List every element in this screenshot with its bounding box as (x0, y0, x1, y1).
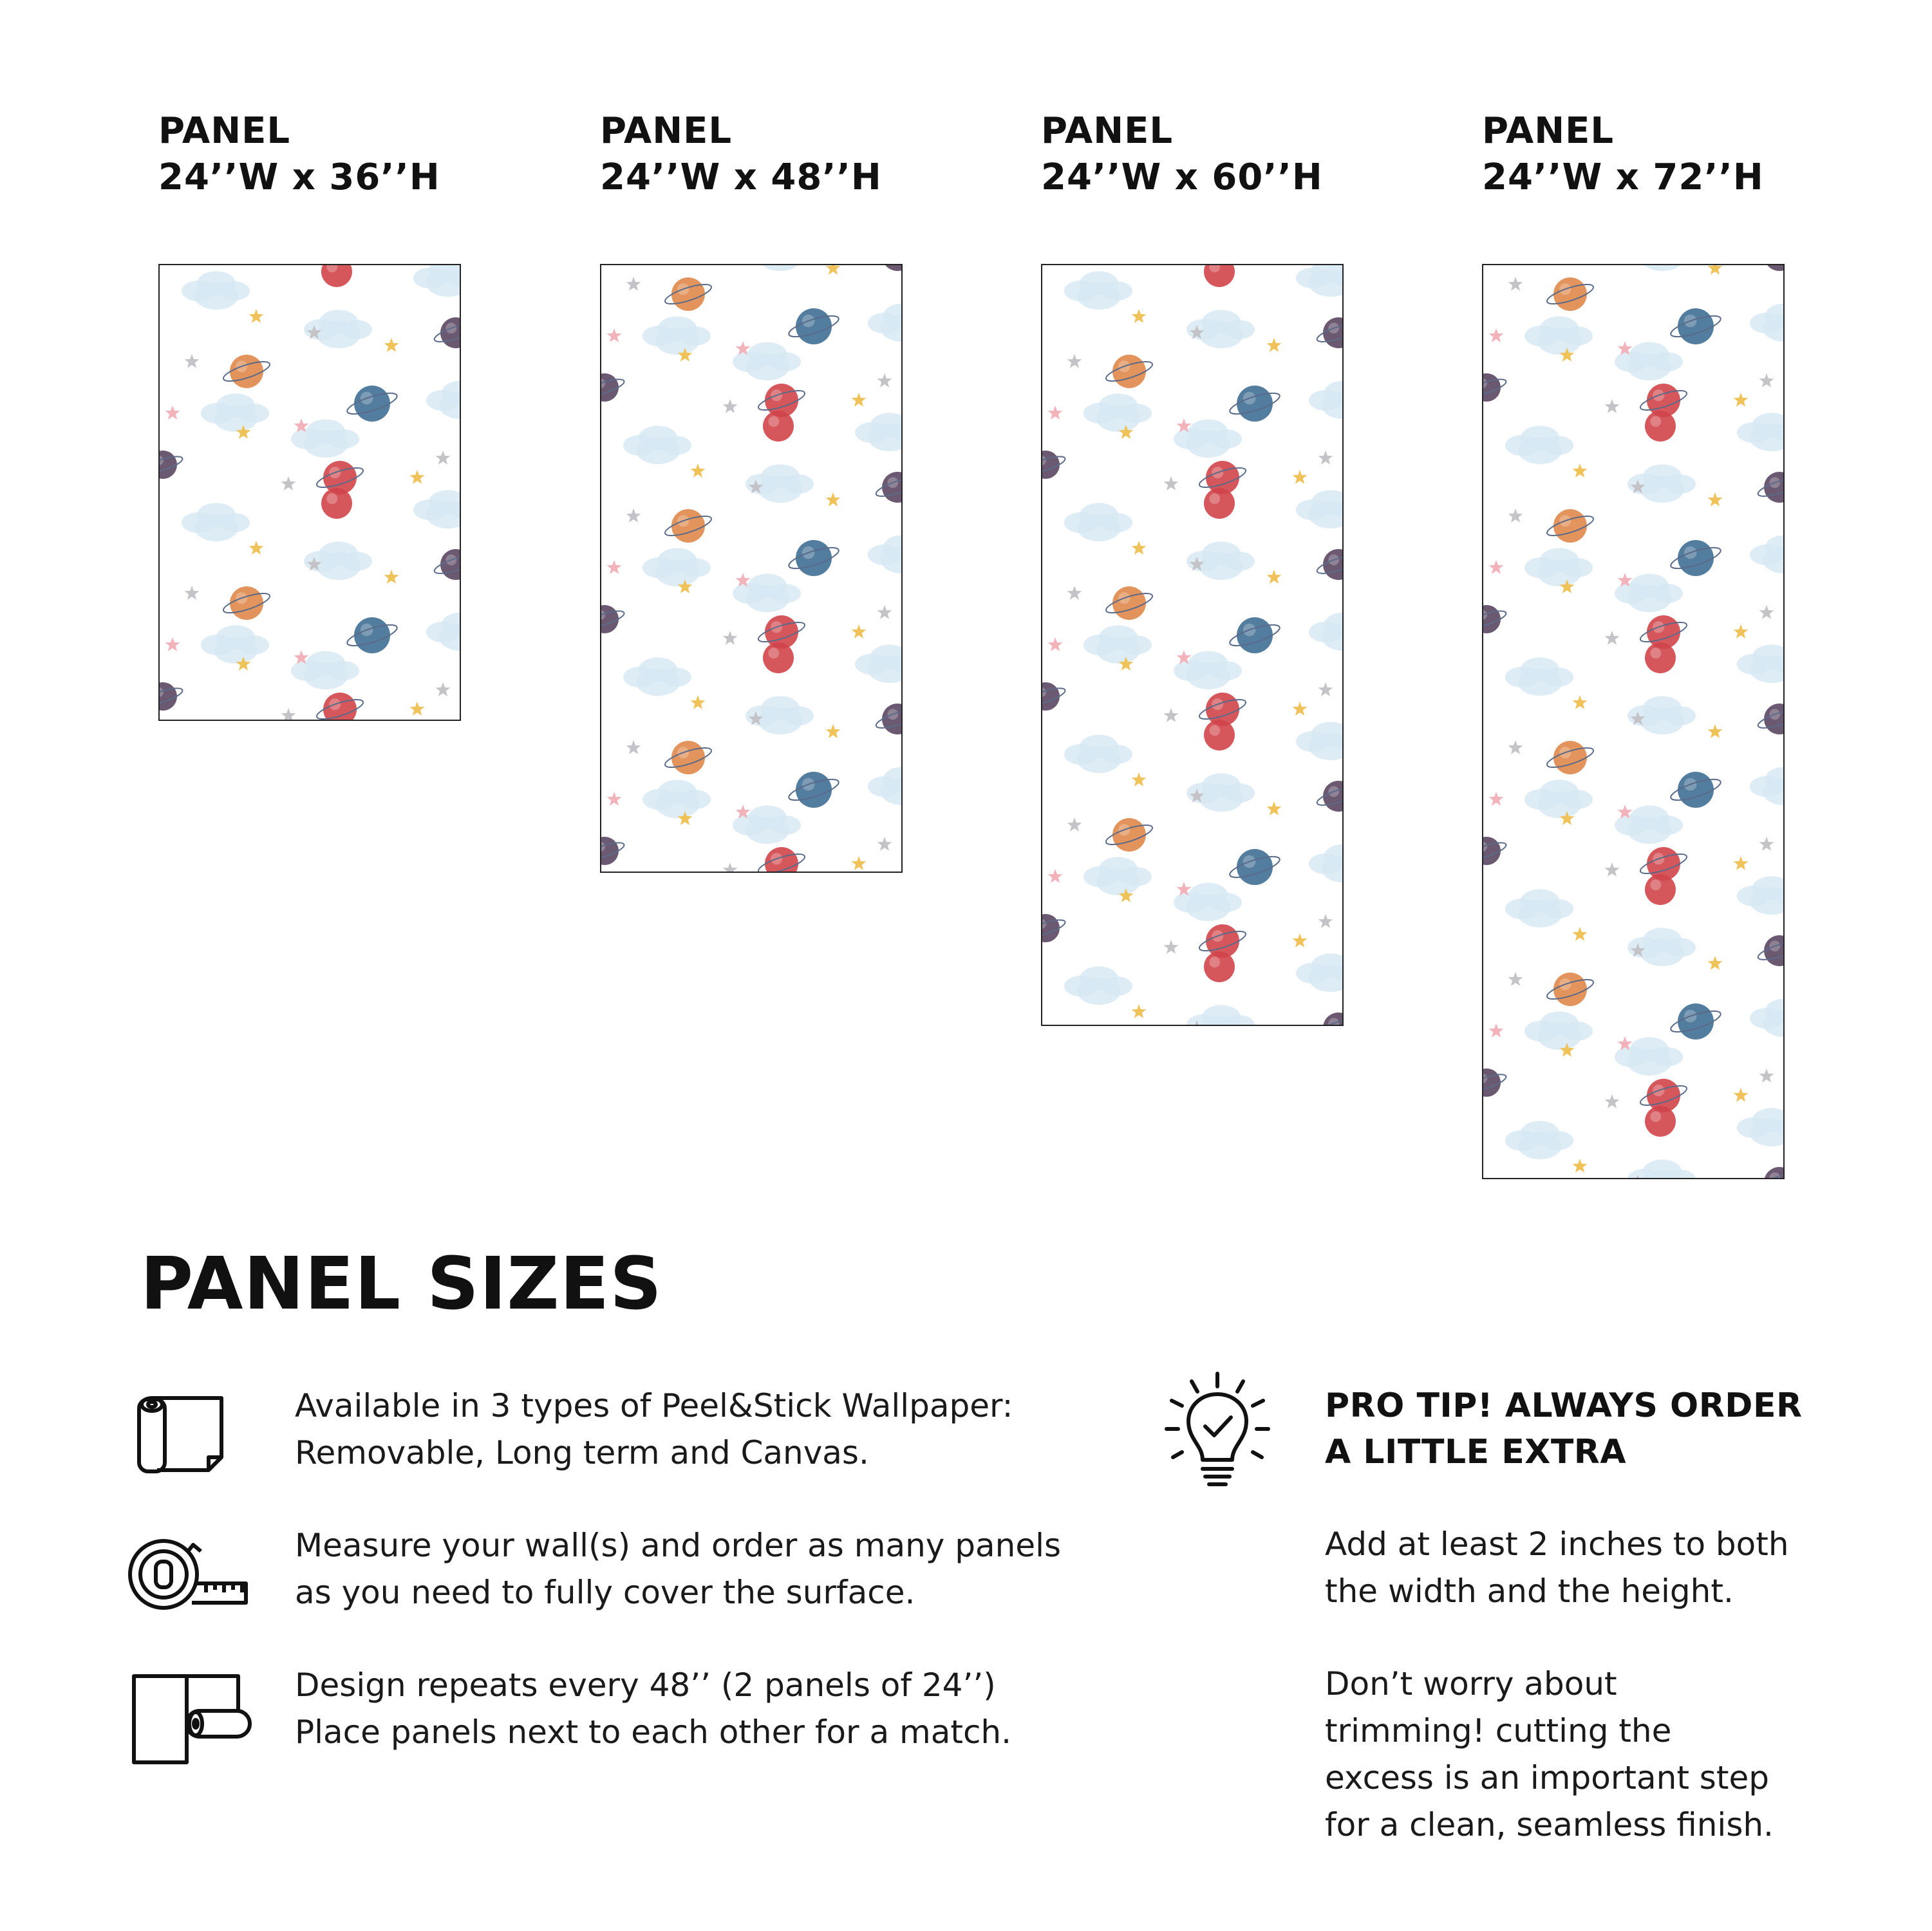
panel-label-60 (1041, 108, 1402, 201)
planet-decoration (1228, 617, 1282, 653)
star-decoration (1267, 338, 1282, 352)
planet-decoration (433, 549, 460, 580)
cloud-decoration (201, 625, 269, 664)
star-decoration (1132, 309, 1147, 323)
cloud-decoration (1524, 316, 1593, 355)
star-decoration (436, 682, 451, 696)
star-decoration (185, 586, 200, 600)
star-decoration (723, 399, 738, 413)
cloud-decoration (1296, 953, 1342, 992)
cloud-decoration (868, 767, 901, 805)
star-decoration (723, 631, 738, 645)
star-decoration (249, 309, 264, 323)
planet-decoration (874, 265, 901, 271)
star-decoration (1759, 373, 1774, 387)
planet-decoration (1756, 265, 1783, 271)
star-decoration (1759, 1068, 1774, 1083)
wallpaper-roll-icon (134, 1389, 230, 1482)
planet-decoration (1042, 682, 1067, 711)
feature-line: Available in 3 types of Peel&Stick Wallpaper: (295, 1387, 1013, 1424)
star-decoration (1067, 354, 1082, 368)
star-decoration (1048, 406, 1063, 420)
panel-label-size: 24’’W x 72’’H (1482, 156, 1764, 198)
panel-label-title: PANEL (600, 110, 733, 152)
star-decoration (1267, 801, 1282, 816)
star-decoration (1048, 869, 1063, 883)
planet-decoration (663, 741, 713, 774)
planet-decoration (1204, 488, 1235, 519)
planet-decoration (1315, 549, 1342, 580)
feature-line: Place panels next to each other for a match. (295, 1713, 1012, 1751)
cloud-decoration (1737, 1108, 1783, 1146)
wallpaper-pattern (601, 265, 901, 872)
planet-decoration (601, 605, 626, 633)
cloud-decoration (868, 535, 901, 574)
star-decoration (1267, 570, 1282, 584)
star-decoration (1734, 856, 1749, 870)
star-decoration (185, 354, 200, 368)
cloud-decoration (413, 490, 460, 528)
pro-tip-line: the width and the height. (1325, 1572, 1734, 1610)
cloud-decoration (1505, 889, 1573, 928)
planet-decoration (345, 386, 399, 422)
cloud-decoration (1505, 657, 1573, 696)
planet-decoration (160, 682, 184, 711)
planet-decoration (1756, 935, 1783, 966)
planet-decoration (1545, 277, 1595, 311)
planet-decoration (1645, 1106, 1676, 1137)
pro-tip-trimming-text (1325, 1661, 1891, 1849)
cloud-decoration (1750, 767, 1783, 805)
cloud-decoration (1296, 722, 1342, 760)
star-decoration (723, 863, 738, 872)
planet-decoration (1315, 317, 1342, 348)
star-decoration (1132, 1004, 1147, 1018)
planet-decoration (1104, 818, 1154, 852)
cloud-decoration (1524, 548, 1593, 586)
pro-tip-heading-line: A LITTLE EXTRA (1325, 1433, 1627, 1471)
panel-preview-72 (1482, 264, 1785, 1179)
cloud-decoration (1064, 734, 1132, 773)
wallpaper-pattern (1483, 265, 1783, 1178)
star-decoration (1759, 837, 1774, 851)
star-decoration (1734, 624, 1749, 639)
star-decoration (1573, 927, 1588, 941)
star-decoration (691, 463, 706, 478)
wallpaper-pattern (1042, 265, 1342, 1025)
star-decoration (1759, 605, 1774, 619)
planet-decoration (663, 277, 713, 311)
planet-decoration (756, 847, 807, 872)
planet-decoration (1545, 741, 1595, 774)
panel-label-size: 24’’W x 36’’H (158, 156, 440, 198)
panel-preview-60 (1041, 264, 1344, 1026)
cloud-decoration (1524, 779, 1593, 818)
cloud-decoration (623, 425, 691, 464)
star-decoration (1573, 463, 1588, 478)
cloud-decoration (1083, 857, 1152, 895)
planet-decoration (1645, 874, 1676, 905)
star-decoration (1734, 1088, 1749, 1102)
planet-decoration (1228, 386, 1282, 422)
cloud-decoration (426, 380, 460, 419)
planet-decoration (1204, 951, 1235, 982)
planet-decoration (1042, 914, 1067, 942)
star-decoration (826, 724, 841, 738)
cloud-decoration (746, 265, 814, 271)
star-decoration (1605, 863, 1620, 877)
star-decoration (691, 695, 706, 709)
star-decoration (1164, 708, 1179, 722)
star-decoration (877, 605, 892, 619)
star-decoration (1489, 328, 1504, 342)
star-decoration (1573, 1159, 1588, 1173)
cloud-decoration (1750, 303, 1783, 342)
star-decoration (1508, 277, 1523, 291)
planet-decoration (1645, 411, 1676, 442)
panel-label-title: PANEL (158, 110, 291, 152)
feature-line: as you need to fully cover the surface. (295, 1574, 915, 1611)
star-decoration (1734, 393, 1749, 407)
planet-decoration (1104, 586, 1154, 620)
star-decoration (281, 708, 296, 720)
planet-decoration (1545, 509, 1595, 543)
star-decoration (826, 265, 841, 275)
planet-decoration (1042, 451, 1067, 479)
star-decoration (165, 637, 180, 651)
cloud-decoration (855, 413, 901, 451)
cloud-decoration (1064, 271, 1132, 310)
star-decoration (1164, 940, 1179, 954)
planet-decoration (787, 308, 841, 344)
star-decoration (1489, 792, 1504, 806)
star-decoration (877, 837, 892, 851)
star-decoration (852, 624, 867, 639)
planet-decoration (1756, 704, 1783, 734)
planet-decoration (1315, 1012, 1342, 1025)
cloud-decoration (1505, 425, 1573, 464)
panel-label-48 (600, 108, 961, 201)
section-title: PANEL SIZES (140, 1242, 662, 1326)
planet-decoration (1483, 373, 1508, 402)
planet-decoration (321, 265, 352, 287)
pro-tip-heading-line: PRO TIP! ALWAYS ORDER (1325, 1386, 1803, 1425)
pro-tip-line: for a clean, seamless finish. (1325, 1806, 1774, 1843)
cloud-decoration (1309, 844, 1342, 882)
feature-line: Removable, Long term and Canvas. (295, 1434, 869, 1471)
panel-label-72 (1482, 108, 1843, 201)
planet-decoration (1669, 308, 1723, 344)
cloud-decoration (1296, 265, 1342, 297)
planet-decoration (763, 411, 794, 442)
cloud-decoration (201, 393, 269, 432)
planet-decoration (787, 540, 841, 576)
star-decoration (852, 393, 867, 407)
planet-decoration (345, 617, 399, 653)
cloud-decoration (1083, 393, 1152, 432)
cloud-decoration (182, 503, 250, 541)
star-decoration (1293, 470, 1308, 484)
panel-label-size: 24’’W x 60’’H (1041, 156, 1323, 198)
star-decoration (1132, 541, 1147, 555)
star-decoration (1573, 695, 1588, 709)
star-decoration (626, 740, 641, 754)
star-decoration (1048, 637, 1063, 651)
planet-decoration (763, 642, 794, 673)
planet-decoration (1483, 837, 1508, 865)
planet-decoration (1545, 973, 1595, 1006)
panel-label-title: PANEL (1041, 110, 1174, 152)
star-decoration (1489, 560, 1504, 574)
wallpaper-pattern (160, 265, 460, 720)
planet-decoration (1228, 849, 1282, 885)
planet-decoration (1756, 472, 1783, 503)
lightbulb-check-icon (1163, 1370, 1272, 1495)
star-decoration (1318, 914, 1333, 928)
planet-decoration (1483, 1068, 1508, 1097)
planet-decoration (315, 693, 365, 720)
panel-preview-36 (158, 264, 461, 721)
star-decoration (607, 560, 622, 574)
cloud-decoration (1524, 1011, 1593, 1050)
cloud-decoration (1309, 380, 1342, 419)
cloud-decoration (1309, 612, 1342, 651)
cloud-decoration (1064, 503, 1132, 541)
star-decoration (165, 406, 180, 420)
star-decoration (852, 856, 867, 870)
planet-decoration (221, 355, 272, 388)
cloud-decoration (855, 644, 901, 683)
cloud-decoration (623, 657, 691, 696)
feature-line: Design repeats every 48’’ (2 panels of 24’’) (295, 1666, 996, 1704)
star-decoration (1508, 508, 1523, 523)
planet-decoration (433, 317, 460, 348)
pro-tip-margin-text (1325, 1521, 1891, 1615)
star-decoration (1318, 451, 1333, 465)
star-decoration (1318, 682, 1333, 696)
pro-tip-line: Don’t worry about (1325, 1665, 1617, 1702)
feature-design-repeat (295, 1662, 1132, 1756)
tape-measure-icon (126, 1532, 249, 1618)
star-decoration (1067, 817, 1082, 832)
star-decoration (1508, 740, 1523, 754)
planet-decoration (160, 451, 184, 479)
star-decoration (436, 451, 451, 465)
cloud-decoration (642, 779, 711, 818)
planet-decoration (1483, 605, 1508, 633)
star-decoration (1605, 1094, 1620, 1108)
star-decoration (626, 277, 641, 291)
pro-tip-line: trimming! cutting the (1325, 1712, 1672, 1749)
planet-decoration (874, 472, 901, 503)
planet-decoration (874, 704, 901, 734)
star-decoration (249, 541, 264, 555)
star-decoration (607, 792, 622, 806)
cloud-decoration (642, 316, 711, 355)
pro-tip-line: Add at least 2 inches to both (1325, 1525, 1789, 1563)
star-decoration (1605, 399, 1620, 413)
star-decoration (1489, 1023, 1504, 1038)
planet-decoration (1645, 642, 1676, 673)
star-decoration (281, 476, 296, 490)
star-decoration (410, 702, 425, 716)
cloud-decoration (1737, 644, 1783, 683)
cloud-decoration (1737, 413, 1783, 451)
planet-decoration (1669, 1003, 1723, 1040)
planet-decoration (1756, 1167, 1783, 1178)
cloud-decoration (1296, 490, 1342, 528)
panel-repeat-icon (130, 1671, 252, 1770)
cloud-decoration (868, 303, 901, 342)
planet-decoration (1669, 772, 1723, 808)
star-decoration (384, 570, 399, 584)
cloud-decoration (1064, 966, 1132, 1005)
cloud-decoration (1505, 1121, 1573, 1159)
panel-preview-48 (600, 264, 903, 873)
star-decoration (1067, 586, 1082, 600)
planet-decoration (221, 586, 272, 620)
planet-decoration (663, 509, 713, 543)
star-decoration (1708, 724, 1723, 738)
panel-label-36 (158, 108, 519, 201)
star-decoration (1508, 972, 1523, 986)
cloud-decoration (1083, 625, 1152, 664)
planet-decoration (1669, 540, 1723, 576)
star-decoration (1708, 956, 1723, 970)
feature-measure-wall (295, 1522, 1132, 1616)
star-decoration (1708, 492, 1723, 507)
star-decoration (626, 508, 641, 523)
cloud-decoration (1737, 876, 1783, 915)
star-decoration (410, 470, 425, 484)
planet-decoration (787, 772, 841, 808)
feature-line: Measure your wall(s) and order as many panels (295, 1527, 1062, 1564)
cloud-decoration (642, 548, 711, 586)
star-decoration (1164, 476, 1179, 490)
pro-tip-line: excess is an important step (1325, 1759, 1769, 1796)
star-decoration (826, 492, 841, 507)
star-decoration (1132, 772, 1147, 787)
star-decoration (1708, 265, 1723, 275)
planet-decoration (601, 837, 626, 865)
star-decoration (384, 338, 399, 352)
star-decoration (877, 373, 892, 387)
planet-decoration (321, 488, 352, 519)
planet-decoration (1204, 720, 1235, 751)
pro-tip-heading (1325, 1383, 1904, 1475)
star-decoration (1605, 631, 1620, 645)
feature-material-types (295, 1383, 1132, 1477)
planet-decoration (601, 373, 626, 402)
cloud-decoration (1750, 998, 1783, 1037)
cloud-decoration (1750, 535, 1783, 574)
star-decoration (1293, 933, 1308, 947)
star-decoration (607, 328, 622, 342)
cloud-decoration (426, 612, 460, 651)
planet-decoration (1104, 355, 1154, 388)
panel-label-size: 24’’W x 48’’H (600, 156, 882, 198)
cloud-decoration (1627, 265, 1696, 271)
cloud-decoration (413, 265, 460, 297)
planet-decoration (1315, 781, 1342, 812)
star-decoration (1293, 702, 1308, 716)
cloud-decoration (182, 271, 250, 310)
panel-label-title: PANEL (1482, 110, 1615, 152)
planet-decoration (1204, 265, 1235, 287)
